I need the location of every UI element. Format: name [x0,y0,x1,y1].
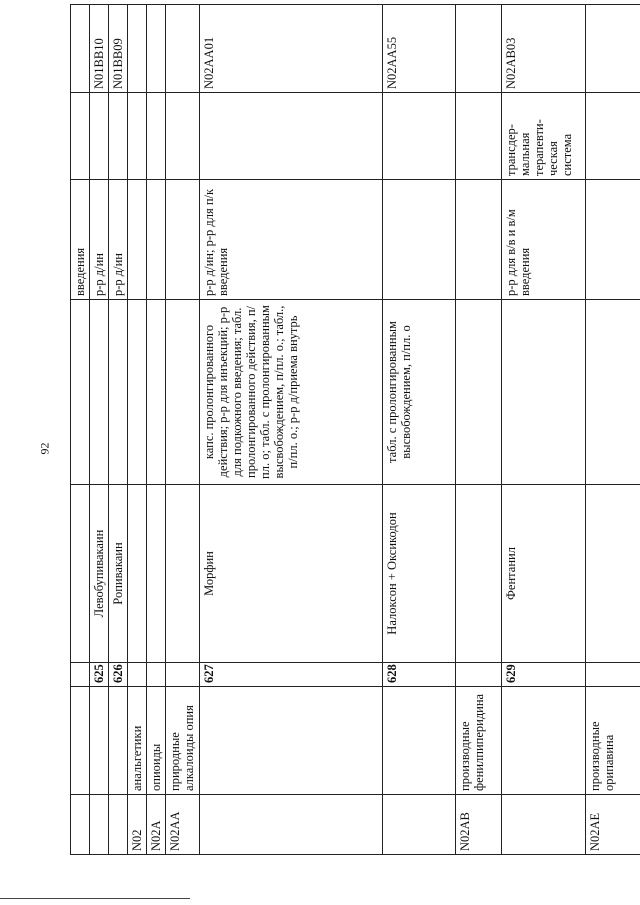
dosage-form-injection-cell [147,180,166,300]
drug-name-cell: Ропивакаин [109,485,128,663]
group-name-cell [109,687,128,795]
dosage-form-other-cell [90,93,109,180]
atc-code-cell: N02AA01 [200,5,383,93]
group-name-cell [90,687,109,795]
atc-group-code-cell: N02AA [166,795,200,855]
dosage-form-injection-cell: р-р для в/в и в/м введения [502,180,586,300]
item-number-cell: 627 [200,663,383,687]
item-number-cell: 628 [383,663,456,687]
atc-code-cell: N02AB03 [502,5,586,93]
group-name-cell [71,687,90,795]
dosage-form-cell [90,300,109,485]
dosage-form-injection-cell: р-р д/ин [109,180,128,300]
dosage-form-cell: капс. пролонгированного действия; р-р для инъекций; р-р для подкожного введения; табл. пролонгированного действия, п/пл. о; табл. с пролонгированным высвобождением, п/пл. о.; табл., п/пл. о.; р-р д/приема внутрь [200,300,383,485]
page-number: 92 [37,442,52,455]
item-number-cell [456,663,502,687]
table-row [200,5,383,855]
group-name-cell [200,687,383,795]
atc-group-code-cell [502,795,586,855]
table-row [128,5,147,855]
dosage-form-cell [586,300,640,485]
dosage-form-cell [502,300,586,485]
table-row [383,5,456,855]
drug-name-cell [166,485,200,663]
dosage-form-other-cell [586,93,640,180]
atc-code-cell [456,5,502,93]
drug-name-cell: Морфин [200,485,383,663]
item-number-cell [586,663,640,687]
atc-code-cell [166,5,200,93]
drug-name-cell: Налоксон + Оксикодон [383,485,456,663]
atc-code-cell: N02AA55 [383,5,456,93]
atc-code-cell: N01BB10 [90,5,109,93]
table-row [456,5,502,855]
table-body [71,5,640,855]
group-name-cell [383,687,456,795]
footnote-rule [0,898,190,899]
dosage-form-other-cell: трансдер-мальная терапевти-ческая система [502,93,586,180]
table-row [166,5,200,855]
atc-group-code-cell: N02 [128,795,147,855]
group-name-cell: производные орипавина [586,687,640,795]
atc-group-code-cell: N02A [147,795,166,855]
dosage-form-injection-cell [166,180,200,300]
atc-group-code-cell: N02AE [586,795,640,855]
table-row [71,5,90,855]
drug-name-cell [71,485,90,663]
drug-name-cell [128,485,147,663]
dosage-form-other-cell [109,93,128,180]
atc-group-code-cell [90,795,109,855]
item-number-cell [166,663,200,687]
item-number-cell: 625 [90,663,109,687]
group-name-cell [502,687,586,795]
group-name-cell: производные фенилпиперидина [456,687,502,795]
drug-name-cell: Левобупивакаин [90,485,109,663]
atc-group-code-cell [109,795,128,855]
dosage-form-injection-cell [586,180,640,300]
item-number-cell [128,663,147,687]
table-row [502,5,586,855]
atc-code-cell: N01BB09 [109,5,128,93]
dosage-form-other-cell [383,93,456,180]
dosage-form-injection-cell [128,180,147,300]
dosage-form-injection-cell: р-р д/ин; р-р для п/к введения [200,180,383,300]
atc-code-cell [147,5,166,93]
item-number-cell [147,663,166,687]
table-row [147,5,166,855]
dosage-form-injection-cell: введения [71,180,90,300]
group-name-cell: анальгетики [128,687,147,795]
atc-group-code-cell [200,795,383,855]
dosage-form-cell [147,300,166,485]
table-row [109,5,128,855]
atc-code-cell [128,5,147,93]
drug-name-cell: Фентанил [502,485,586,663]
atc-group-code-cell [71,795,90,855]
dosage-form-other-cell [200,93,383,180]
drug-name-cell [456,485,502,663]
dosage-form-cell [109,300,128,485]
group-name-cell: природные алкалоиды опия [166,687,200,795]
drug-register-table [70,4,640,855]
drug-name-cell [147,485,166,663]
dosage-form-other-cell [128,93,147,180]
dosage-form-other-cell [71,93,90,180]
dosage-form-injection-cell [456,180,502,300]
table-row [586,5,640,855]
dosage-form-other-cell [166,93,200,180]
atc-code-cell [586,5,640,93]
atc-code-cell [71,5,90,93]
rotated-table-wrapper [70,5,632,855]
dosage-form-cell [456,300,502,485]
item-number-cell: 629 [502,663,586,687]
rotated-sheet [70,5,632,855]
dosage-form-cell [128,300,147,485]
item-number-cell [71,663,90,687]
dosage-form-other-cell [456,93,502,180]
dosage-form-other-cell [147,93,166,180]
item-number-cell: 626 [109,663,128,687]
dosage-form-injection-cell: р-р д/ин [90,180,109,300]
dosage-form-cell [71,300,90,485]
dosage-form-cell: табл. с пролонгированным высвобождением, п/пл. о [383,300,456,485]
drug-name-cell [586,485,640,663]
dosage-form-cell [166,300,200,485]
dosage-form-injection-cell [383,180,456,300]
atc-group-code-cell [383,795,456,855]
table-row [90,5,109,855]
atc-group-code-cell: N02AB [456,795,502,855]
group-name-cell: опиоиды [147,687,166,795]
